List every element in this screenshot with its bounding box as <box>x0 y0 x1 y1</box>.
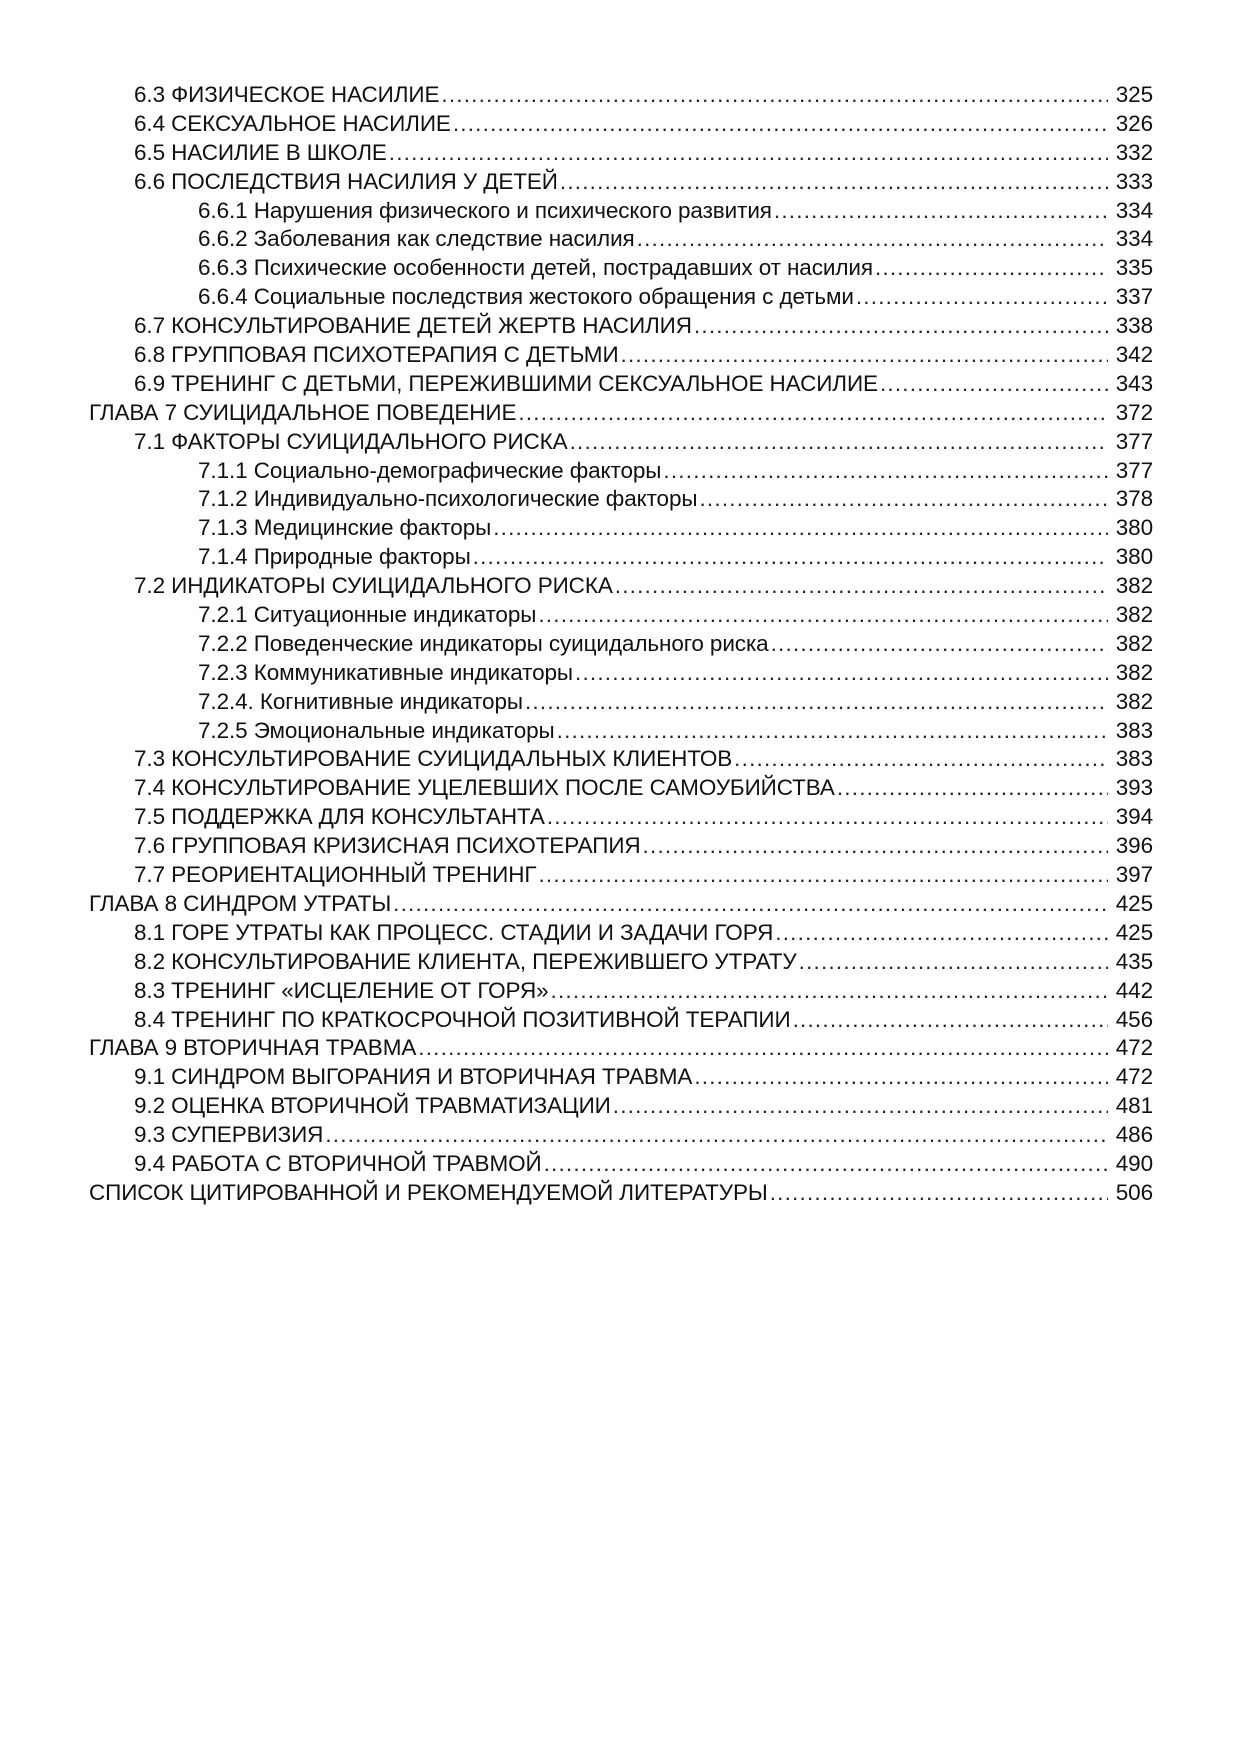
toc-entry-page-number: 378 <box>1115 486 1153 512</box>
toc-entry-page-number: 481 <box>1115 1093 1153 1119</box>
toc-entry-title: 6.9 ТРЕНИНГ С ДЕТЬМИ, ПЕРЕЖИВШИМИ СЕКСУАЛЬНОЕ НАСИЛИЕ <box>134 370 878 396</box>
toc-entry-title: 6.6.2 Заболевания как следствие насилия <box>198 226 635 252</box>
toc-entry <box>89 601 1153 630</box>
toc-entry-title: 7.2.5 Эмоциональные индикаторы <box>198 717 555 743</box>
toc-entry-leader-dots <box>547 803 1108 832</box>
toc-entry-leader-dots <box>793 1006 1108 1035</box>
toc-entry-page-number: 377 <box>1115 457 1153 483</box>
toc-entry <box>89 977 1153 1006</box>
toc-entry-leader-dots <box>389 139 1108 168</box>
toc-entry <box>89 861 1153 890</box>
toc-entry-title: 7.2.3 Коммуникативные индикаторы <box>198 659 573 685</box>
toc-entry-page-number: 377 <box>1115 428 1153 454</box>
toc-entry <box>89 803 1153 832</box>
toc-entry-leader-dots <box>560 168 1108 197</box>
toc-entry-leader-dots <box>551 977 1108 1006</box>
toc-entry-title: 7.7 РЕОРИЕНТАЦИОННЫЙ ТРЕНИНГ <box>134 862 537 888</box>
toc-entry-page-number: 425 <box>1115 890 1153 916</box>
toc-entry <box>89 81 1153 110</box>
toc-entry-title: 6.8 ГРУППОВАЯ ПСИХОТЕРАПИЯ С ДЕТЬМИ <box>134 342 619 368</box>
toc-entry-leader-dots <box>557 717 1108 746</box>
toc-entry <box>89 1063 1153 1092</box>
toc-entry <box>89 543 1153 572</box>
toc-entry-leader-dots <box>699 485 1108 514</box>
toc-entry-title: 7.6 ГРУППОВАЯ КРИЗИСНАЯ ПСИХОТЕРАПИЯ <box>134 833 641 859</box>
toc-entry-leader-dots <box>325 1121 1108 1150</box>
toc-entry-page-number: 333 <box>1115 168 1153 194</box>
toc-entry-title: ГЛАВА 8 СИНДРОМ УТРАТЫ <box>89 890 392 916</box>
toc-entry-page-number: 397 <box>1115 862 1153 888</box>
toc-entry-leader-dots <box>613 1092 1108 1121</box>
toc-entry-leader-dots <box>694 1063 1108 1092</box>
toc-entry-title: 8.1 ГОРЕ УТРАТЫ КАК ПРОЦЕСС. СТАДИИ И ЗАДАЧИ ГОРЯ <box>134 919 774 945</box>
toc-entry-title: 7.4 КОНСУЛЬТИРОВАНИЕ УЦЕЛЕВШИХ ПОСЛЕ САМОУБИЙСТВА <box>134 775 835 801</box>
toc-entry-title: 9.1 СИНДРОМ ВЫГОРАНИЯ И ВТОРИЧНАЯ ТРАВМА <box>134 1064 693 1090</box>
toc-entry-title: 6.6.3 Психические особенности детей, пострадавших от насилия <box>198 255 873 281</box>
toc-entry-title: 9.4 РАБОТА С ВТОРИЧНОЙ ТРАВМОЙ <box>134 1150 542 1176</box>
toc-entry <box>89 948 1153 977</box>
toc-entry-page-number: 338 <box>1115 313 1153 339</box>
toc-entry <box>89 1150 1153 1179</box>
toc-entry-leader-dots <box>694 312 1108 341</box>
toc-entry-title: 6.6.1 Нарушения физического и психического развития <box>198 197 772 223</box>
toc-entry-title: 7.3 КОНСУЛЬТИРОВАНИЕ СУИЦИДАЛЬНЫХ КЛИЕНТОВ <box>134 746 733 772</box>
toc-entry <box>89 688 1153 717</box>
toc-entry <box>89 745 1153 774</box>
toc-entry-leader-dots <box>418 1034 1108 1063</box>
toc-entry-leader-dots <box>473 543 1108 572</box>
toc-entry-leader-dots <box>518 399 1108 428</box>
toc-entry <box>89 341 1153 370</box>
toc-entry-title: 8.4 ТРЕНИНГ ПО КРАТКОСРОЧНОЙ ПОЗИТИВНОЙ ТЕРАПИИ <box>134 1006 791 1032</box>
toc-entry <box>89 1179 1153 1208</box>
toc-entry-page-number: 334 <box>1115 197 1153 223</box>
toc-entry <box>89 890 1153 919</box>
toc-entry-title: 6.3 ФИЗИЧЕСКОЕ НАСИЛИЕ <box>134 82 440 107</box>
toc-entry-page-number: 335 <box>1115 255 1153 281</box>
toc-entry-page-number: 442 <box>1115 977 1153 1003</box>
toc-entry-page-number: 435 <box>1115 948 1153 974</box>
toc-entry-page-number: 382 <box>1115 688 1153 714</box>
toc-entry-leader-dots <box>799 948 1108 977</box>
toc-entry-page-number: 383 <box>1115 746 1153 772</box>
toc-entry <box>89 254 1153 283</box>
toc-entry-page-number: 506 <box>1115 1179 1153 1205</box>
toc-entry-leader-dots <box>643 832 1108 861</box>
toc-entry-page-number: 372 <box>1115 399 1153 425</box>
toc-entry-title: 9.2 ОЦЕНКА ВТОРИЧНОЙ ТРАВМАТИЗАЦИИ <box>134 1093 611 1119</box>
toc-entry-title: 7.1.1 Социально-демографические факторы <box>198 457 662 483</box>
toc-entry-page-number: 382 <box>1115 602 1153 628</box>
toc-entry-leader-dots <box>538 601 1108 630</box>
toc-entry-leader-dots <box>637 225 1108 254</box>
toc-entry-leader-dots <box>663 457 1108 486</box>
toc-entry <box>89 1121 1153 1150</box>
toc-entry-page-number: 472 <box>1115 1064 1153 1090</box>
toc-entry-page-number: 343 <box>1115 370 1153 396</box>
toc-entry-leader-dots <box>856 283 1108 312</box>
toc-entry-leader-dots <box>837 774 1108 803</box>
toc-entry-title: 8.3 ТРЕНИНГ «ИСЦЕЛЕНИЕ ОТ ГОРЯ» <box>134 977 549 1003</box>
toc-entry-page-number: 456 <box>1115 1006 1153 1032</box>
toc-entry-title: 7.5 ПОДДЕРЖКА ДЛЯ КОНСУЛЬТАНТА <box>134 804 545 830</box>
toc-entry-leader-dots <box>525 688 1108 717</box>
toc-entry <box>89 110 1153 139</box>
toc-entry-leader-dots <box>774 197 1108 226</box>
toc-entry <box>89 370 1153 399</box>
toc-entry-title: ГЛАВА 9 ВТОРИЧНАЯ ТРАВМА <box>89 1035 417 1061</box>
toc-entry <box>89 1006 1153 1035</box>
toc-entry-leader-dots <box>544 1150 1108 1179</box>
toc-entry-page-number: 393 <box>1115 775 1153 801</box>
toc-entry <box>89 832 1153 861</box>
toc-entry <box>89 312 1153 341</box>
toc-entry-page-number: 342 <box>1115 342 1153 368</box>
toc-entry-page-number: 334 <box>1115 226 1153 252</box>
toc-entry <box>89 1092 1153 1121</box>
toc-entry-leader-dots <box>393 890 1108 919</box>
toc-entry <box>89 485 1153 514</box>
toc-entry-title: 8.2 КОНСУЛЬТИРОВАНИЕ КЛИЕНТА, ПЕРЕЖИВШЕГО УТРАТУ <box>134 948 797 974</box>
table-of-contents <box>89 81 1153 1208</box>
toc-entry-leader-dots <box>621 341 1108 370</box>
toc-entry-leader-dots <box>875 254 1108 283</box>
toc-entry <box>89 197 1153 226</box>
toc-entry-title: 6.7 КОНСУЛЬТИРОВАНИЕ ДЕТЕЙ ЖЕРТВ НАСИЛИЯ <box>134 313 692 339</box>
toc-entry-title: 9.3 СУПЕРВИЗИЯ <box>134 1122 324 1148</box>
toc-entry-page-number: 337 <box>1115 284 1153 310</box>
toc-entry-title: СПИСОК ЦИТИРОВАННОЙ И РЕКОМЕНДУЕМОЙ ЛИТЕРАТУРЫ <box>89 1179 768 1205</box>
toc-entry <box>89 572 1153 601</box>
toc-entry-page-number: 425 <box>1115 919 1153 945</box>
toc-entry-title: 6.6.4 Социальные последствия жестокого обращения с детьми <box>198 284 854 310</box>
toc-entry-leader-dots <box>775 919 1108 948</box>
toc-entry-title: 6.5 НАСИЛИЕ В ШКОЛЕ <box>134 139 387 165</box>
toc-entry <box>89 399 1153 428</box>
toc-entry <box>89 514 1153 543</box>
toc-entry-leader-dots <box>734 745 1108 774</box>
toc-entry <box>89 659 1153 688</box>
toc-entry-title: 7.1 ФАКТОРЫ СУИЦИДАЛЬНОГО РИСКА <box>134 428 568 454</box>
toc-entry-leader-dots <box>441 81 1108 110</box>
toc-entry-page-number: 380 <box>1115 515 1153 541</box>
toc-entry-leader-dots <box>453 110 1108 139</box>
toc-entry-title: 7.1.2 Индивидуально-психологические факторы <box>198 486 698 512</box>
toc-entry-page-number: 382 <box>1115 573 1153 599</box>
toc-entry-title: 7.1.3 Медицинские факторы <box>198 515 492 541</box>
toc-entry <box>89 1034 1153 1063</box>
toc-entry-page-number: 380 <box>1115 544 1153 570</box>
toc-entry-page-number: 325 <box>1115 82 1153 107</box>
toc-entry-title: 7.1.4 Природные факторы <box>198 544 471 570</box>
toc-entry-title: 7.2 ИНДИКАТОРЫ СУИЦИДАЛЬНОГО РИСКА <box>134 573 613 599</box>
toc-entry-page-number: 382 <box>1115 630 1153 656</box>
toc-entry <box>89 717 1153 746</box>
toc-entry-leader-dots <box>493 514 1108 543</box>
toc-entry-page-number: 396 <box>1115 833 1153 859</box>
toc-entry-leader-dots <box>880 370 1108 399</box>
toc-entry <box>89 139 1153 168</box>
toc-entry-title: 7.2.2 Поведенческие индикаторы суицидального риска <box>198 630 769 656</box>
toc-entry <box>89 428 1153 457</box>
toc-entry-leader-dots <box>615 572 1108 601</box>
toc-entry <box>89 919 1153 948</box>
toc-entry <box>89 774 1153 803</box>
toc-entry-leader-dots <box>538 861 1108 890</box>
toc-entry <box>89 283 1153 312</box>
toc-entry-page-number: 394 <box>1115 804 1153 830</box>
toc-entry <box>89 630 1153 659</box>
toc-entry-title: 7.2.1 Ситуационные индикаторы <box>198 602 537 628</box>
toc-entry-title: 7.2.4. Когнитивные индикаторы <box>198 688 523 714</box>
toc-entry-leader-dots <box>770 1179 1108 1208</box>
toc-entry <box>89 457 1153 486</box>
toc-entry-page-number: 332 <box>1115 139 1153 165</box>
toc-entry-leader-dots <box>771 630 1108 659</box>
toc-entry-title: ГЛАВА 7 СУИЦИДАЛЬНОЕ ПОВЕДЕНИЕ <box>89 399 517 425</box>
toc-entry-title: 6.4 СЕКСУАЛЬНОЕ НАСИЛИЕ <box>134 110 451 136</box>
toc-entry <box>89 168 1153 197</box>
toc-entry-leader-dots <box>570 428 1108 457</box>
toc-entry-leader-dots <box>575 659 1108 688</box>
toc-entry-page-number: 326 <box>1115 110 1153 136</box>
toc-entry-page-number: 490 <box>1115 1150 1153 1176</box>
toc-entry-page-number: 472 <box>1115 1035 1153 1061</box>
toc-entry <box>89 225 1153 254</box>
toc-entry-title: 6.6 ПОСЛЕДСТВИЯ НАСИЛИЯ У ДЕТЕЙ <box>134 168 558 194</box>
toc-entry-page-number: 382 <box>1115 659 1153 685</box>
toc-entry-page-number: 383 <box>1115 717 1153 743</box>
toc-entry-page-number: 486 <box>1115 1122 1153 1148</box>
